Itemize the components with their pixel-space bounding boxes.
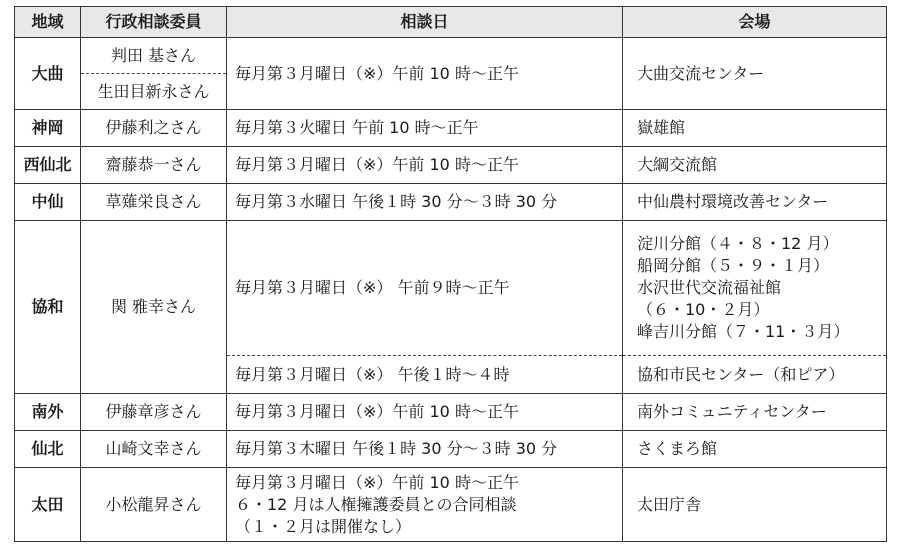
table-row bbox=[15, 110, 887, 147]
table-row bbox=[15, 184, 887, 221]
person-cell: 草薙栄良さん bbox=[81, 184, 227, 221]
venue-cell: 大綱交流館 bbox=[623, 147, 887, 184]
person-cell: 齋藤恭一さん bbox=[81, 147, 227, 184]
person-cell: 判田 基さん bbox=[81, 38, 227, 74]
date-cell bbox=[227, 468, 623, 542]
header-venue: 会場 bbox=[623, 7, 887, 38]
person-cell: 伊藤章彦さん bbox=[81, 394, 227, 431]
venue-line: （６・10・２月） bbox=[637, 300, 770, 319]
table-row bbox=[15, 147, 887, 184]
table-row bbox=[15, 468, 887, 542]
venue-cell: 南外コミュニティセンター bbox=[623, 394, 887, 431]
venue-line: 峰吉川分館（７・11・３月） bbox=[637, 322, 850, 341]
venue-cell bbox=[623, 221, 887, 356]
venue-line: 船岡分館（５・９・１月） bbox=[637, 256, 830, 275]
area-cell: 大曲 bbox=[15, 38, 81, 110]
venue-cell: 協和市民センター（和ピア） bbox=[623, 356, 887, 394]
date-cell: 毎月第３月曜日（※）午前 10 時～正午 bbox=[227, 147, 623, 184]
date-cell: 毎月第３月曜日（※）午前 10 時～正午 bbox=[227, 38, 623, 110]
date-cell: 毎月第３月曜日（※） 午前９時～正午 bbox=[227, 221, 623, 356]
venue-cell: 大曲交流センター bbox=[623, 38, 887, 110]
area-cell: 中仙 bbox=[15, 184, 81, 221]
venue-cell: 太田庁舎 bbox=[623, 468, 887, 542]
venue-line: 淀川分館（４・８・12 月） bbox=[637, 234, 839, 253]
header-date: 相談日 bbox=[227, 7, 623, 38]
person-cell: 生田目新永さん bbox=[81, 74, 227, 110]
date-cell: 毎月第３木曜日 午後１時 30 分～３時 30 分 bbox=[227, 431, 623, 468]
consultation-schedule bbox=[14, 6, 887, 542]
area-cell: 仙北 bbox=[15, 431, 81, 468]
header-row bbox=[15, 7, 887, 38]
date-line: （１・２月は開催なし） bbox=[235, 516, 412, 536]
person-cell: 伊藤利之さん bbox=[81, 110, 227, 147]
venue-cell: さくまろ館 bbox=[623, 431, 887, 468]
table-row bbox=[15, 394, 887, 431]
header-person: 行政相談委員 bbox=[81, 7, 227, 38]
person-cell: 山崎文幸さん bbox=[81, 431, 227, 468]
area-cell: 太田 bbox=[15, 468, 81, 542]
table-row bbox=[15, 431, 887, 468]
date-cell: 毎月第３月曜日（※） 午後１時～４時 bbox=[227, 356, 623, 394]
table-row bbox=[15, 38, 887, 74]
table-row bbox=[15, 221, 887, 356]
date-line: ６・12 月は人権擁護委員との合同相談 bbox=[235, 494, 517, 514]
area-cell: 西仙北 bbox=[15, 147, 81, 184]
venue-cell: 中仙農村環境改善センター bbox=[623, 184, 887, 221]
area-cell: 神岡 bbox=[15, 110, 81, 147]
schedule-table bbox=[14, 6, 887, 542]
date-cell: 毎月第３水曜日 午後１時 30 分～３時 30 分 bbox=[227, 184, 623, 221]
area-cell: 南外 bbox=[15, 394, 81, 431]
venue-cell: 嶽雄館 bbox=[623, 110, 887, 147]
date-cell: 毎月第３月曜日（※）午前 10 時～正午 bbox=[227, 394, 623, 431]
area-cell: 協和 bbox=[15, 221, 81, 394]
header-area: 地域 bbox=[15, 7, 81, 38]
person-cell: 小松龍昇さん bbox=[81, 468, 227, 542]
venue-line: 水沢世代交流福祉館 bbox=[637, 278, 782, 297]
date-cell: 毎月第３火曜日 午前 10 時～正午 bbox=[227, 110, 623, 147]
person-cell: 関 雅幸さん bbox=[81, 221, 227, 394]
date-line: 毎月第３月曜日（※）午前 10 時～正午 bbox=[235, 472, 519, 492]
